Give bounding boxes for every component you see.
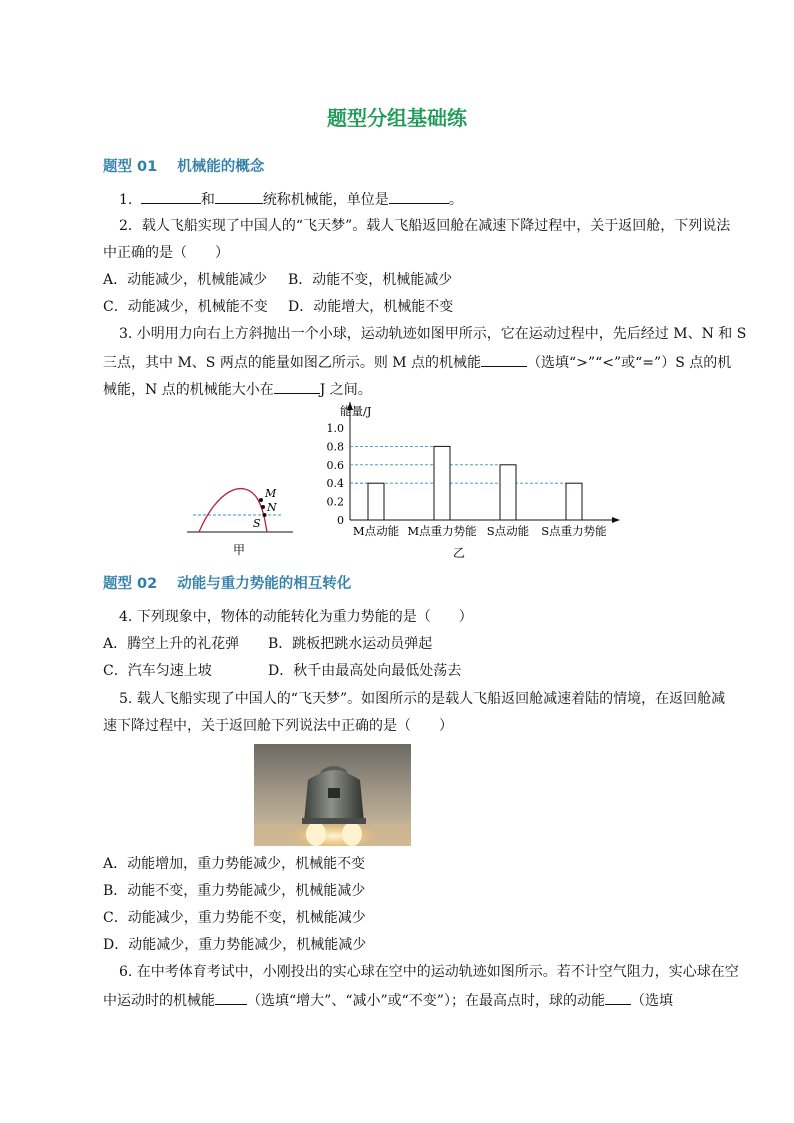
y-tick-label: 1.0 xyxy=(326,422,344,435)
option-c: C．动能减少，重力势能不变，机械能减少 xyxy=(103,910,366,926)
question-2-stem: 2．载人飞船实现了中国人的“飞天梦”。载人飞船返回舱在减速下降过程中，关于返回舱，下列说法 xyxy=(119,218,731,234)
option-b: B．动能不变，重力势能减少，机械能减少 xyxy=(103,883,366,899)
return-capsule-photo xyxy=(254,744,411,846)
bar xyxy=(500,465,516,520)
option-d: D．动能减少，重力势能减少，机械能减少 xyxy=(103,937,367,953)
x-tick-label: S点动能 xyxy=(486,524,530,538)
question-3-stem: 3. 小明用力向右上方斜抛出一个小球，运动轨迹如图甲所示，它在运动过程中，先后经过 M、N 和 S xyxy=(119,326,747,342)
option-b: B．动能不变，机械能减少 xyxy=(288,272,453,288)
bar xyxy=(566,483,582,520)
question-text: （选填“>”“<”或“=”）S 点的机 xyxy=(527,355,732,371)
page-title: 题型分组基础练 xyxy=(327,106,467,130)
y-tick-label: 0.6 xyxy=(326,458,344,472)
y-tick-label: 0.4 xyxy=(326,477,344,491)
trajectory-figure xyxy=(185,470,300,560)
figure-caption-jia: 甲 xyxy=(233,543,246,557)
question-5-stem: 5. 载人飞船实现了中国人的“飞天梦”。如图所示的是载人飞船返回舱减速着陆的情境，在返回舱减 xyxy=(119,691,726,707)
option-c: C．汽车匀速上坡 xyxy=(103,663,212,679)
question-number: 1. xyxy=(119,192,133,208)
question-text: 和 xyxy=(200,192,215,208)
question-3-stem-end xyxy=(103,380,372,399)
option-d: D．动能增大，机械能不变 xyxy=(288,299,454,315)
option-a: A．动能减少，机械能减少 xyxy=(103,272,268,288)
answer-blank xyxy=(605,991,631,1005)
option-b: B．跳板把跳水运动员弹起 xyxy=(268,636,433,652)
question-5-stem-cont: 速下降过程中，关于返回舱下列说法中正确的是（ ） xyxy=(103,718,453,734)
question-text: 械能，N 点的机械能大小在 xyxy=(103,382,274,398)
label-s: S xyxy=(253,517,261,530)
question-text: J 之间。 xyxy=(319,382,372,398)
point-m xyxy=(259,498,263,502)
answer-blank xyxy=(274,380,320,394)
question-text: （选填“增大”、“减小”或“不变”）；在最高点时，球的动能 xyxy=(247,993,605,1009)
bar xyxy=(368,483,384,520)
answer-blank xyxy=(389,190,449,204)
x-tick-label: M点动能 xyxy=(352,524,400,538)
question-1 xyxy=(119,190,463,209)
figure-caption-yi: 乙 xyxy=(453,546,466,560)
answer-blank xyxy=(481,353,527,367)
x-tick-label: S点重力势能 xyxy=(541,524,607,538)
label-m: M xyxy=(265,487,277,500)
section-number: 题型 02 xyxy=(103,576,158,592)
question-text: 。 xyxy=(448,192,463,208)
point-s xyxy=(263,513,267,517)
y-tick-label: 0 xyxy=(337,514,344,527)
answer-blank xyxy=(215,190,263,204)
question-text: 三点，其中 M、S 两点的能量如图乙所示。则 M 点的机械能 xyxy=(103,355,482,371)
energy-bar-chart xyxy=(310,402,630,562)
question-4-stem: 4. 下列现象中，物体的动能转化为重力势能的是（ ） xyxy=(119,609,473,625)
section-name: 机械能的概念 xyxy=(177,159,265,175)
section-number: 题型 01 xyxy=(103,159,158,175)
answer-blank xyxy=(141,190,201,204)
x-tick-label: M点重力势能 xyxy=(407,524,477,538)
bar xyxy=(434,446,450,520)
point-n xyxy=(261,505,265,509)
y-axis-label: 能量/J xyxy=(340,404,372,418)
section-heading-2 xyxy=(103,572,351,593)
question-text: （选填 xyxy=(630,993,673,1009)
question-text: 统称机械能，单位是 xyxy=(262,192,389,208)
label-n: N xyxy=(267,501,277,514)
answer-blank xyxy=(215,991,247,1005)
x-axis-arrow xyxy=(612,517,620,523)
question-3-stem-cont xyxy=(103,353,731,372)
option-a: A．动能增加，重力势能减少，机械能不变 xyxy=(103,856,366,872)
section-name: 动能与重力势能的相互转化 xyxy=(177,576,352,592)
question-text: 中运动时的机械能 xyxy=(103,993,215,1009)
question-6-stem: 6. 在中考体育考试中，小刚投出的实心球在空中的运动轨迹如图所示。若不计空气阻力，实心球在空 xyxy=(119,964,739,980)
option-a: A．腾空上升的礼花弹 xyxy=(103,636,240,652)
question-2-stem-cont: 中正确的是（ ） xyxy=(103,245,229,261)
y-tick-label: 0.2 xyxy=(326,495,344,509)
option-d: D．秋千由最高处向最低处荡去 xyxy=(268,663,462,679)
section-heading-1 xyxy=(103,155,264,176)
question-6-stem-cont xyxy=(103,991,673,1010)
option-c: C．动能减少，机械能不变 xyxy=(103,299,268,315)
y-tick-label: 0.8 xyxy=(326,440,344,454)
